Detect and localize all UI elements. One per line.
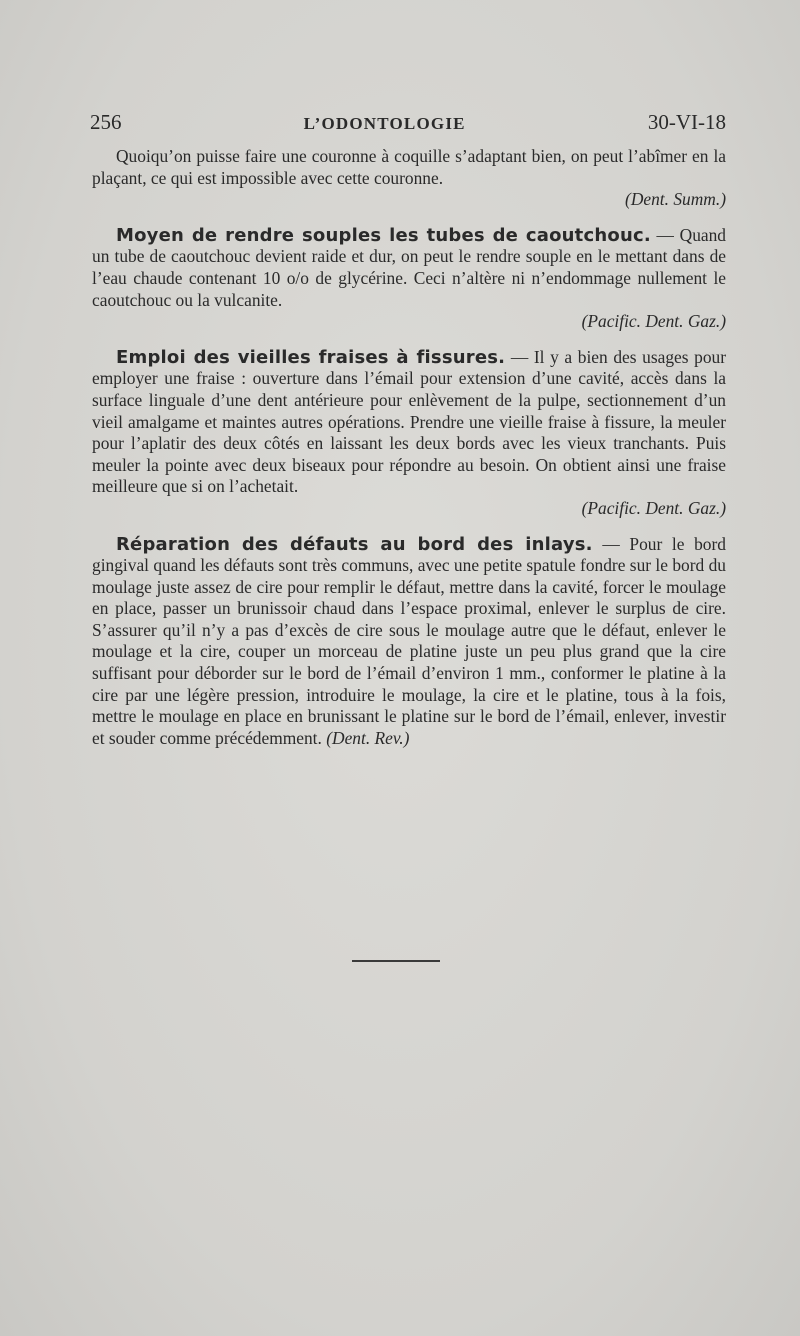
section-inlay-repair (92, 534, 726, 750)
section-body: — Il y a bien des usages pour employer une fraise : ouverture dans l’émail pour extension d’une cavité, accès dans la surface linguale d’une dent antérieure pour enlèvement de la pulpe, sectionnement d’un vieil amalgame et maintes autres opérations. Prendre une vieille fraise à fissure, la meuler pour l’aplatir des deux côtés en laissant les deux bords avec les vieux tranchants. Puis meuler la pointe avec deux biseaux pour répondre au besoin. On obtient ainsi une fraise meilleure que si on l’achetait. (92, 346, 726, 497)
section-source: (Dent. Rev.) (326, 727, 410, 748)
section-body: — Pour le bord gingival quand les défauts sont très communs, avec une petite spatule fondre sur le bord du moulage juste assez de cire pour remplir le défaut, mettre dans la cavité, forcer le moulage en place, passer un brunissoir chaud dans l’espace proximal, enlever le surplus de cire. S’assurer qu’il n’y a pas d’excès de cire sous le moulage autre que le défaut, enlever le moulage et la cire, couper un morceau de platine juste un peu plus grand que la cire suffisant pour déborder sur le bord de l’émail d’environ 1 mm., conformer le platine à la cire par une légère pression, introduire le moulage, la cire et le platine, tous à la fois, mettre le moulage en place en brunissant le platine sur le bord de l’émail, enlever, investir et souder comme précédemment. (92, 533, 726, 748)
journal-title: L’ODONTOLOGIE (303, 114, 466, 133)
section-heading: Moyen de rendre souples les tubes de caoutchouc. (116, 224, 651, 246)
page-number: 256 (90, 110, 122, 134)
running-header (90, 110, 726, 135)
section-heading: Emploi des vieilles fraises à fissures. (116, 346, 506, 368)
section-rubber-tubes (92, 225, 726, 333)
article-body (92, 146, 726, 749)
end-rule (352, 960, 440, 962)
issue-date: 30-VI-18 (647, 110, 726, 134)
section-source: (Pacific. Dent. Gaz.) (581, 497, 726, 518)
section-source: (Pacific. Dent. Gaz.) (581, 311, 726, 332)
intro-paragraph (92, 146, 726, 211)
intro-source: (Dent. Summ.) (625, 189, 726, 210)
section-heading: Réparation des défauts au bord des inlays. (116, 533, 593, 555)
section-body: — Quand un tube de caoutchouc devient raide et dur, on peut le rendre souple en le mettant dans de l’eau chaude contenant 10 o/o de glycérine. Ceci n’altère ni n’endommage nullement le caoutchouc ou la vulcanite. (92, 224, 726, 310)
section-old-burs (92, 347, 726, 520)
intro-text: Quoiqu’on puisse faire une couronne à coquille s’adaptant bien, on peut l’abîmer en la plaçant, ce qui est impossible avec cette couronne. (92, 146, 726, 188)
